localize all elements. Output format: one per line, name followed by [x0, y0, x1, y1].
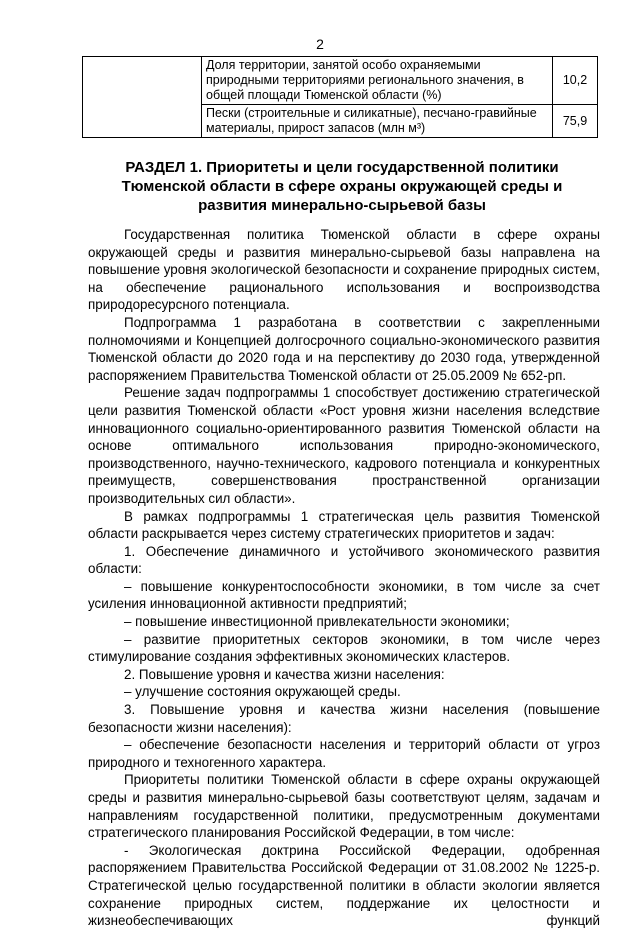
paragraph: – повышение инвестиционной привлекательности экономики;	[124, 614, 510, 630]
page-number: 2	[316, 36, 324, 52]
paragraph: – обеспечение безопасности населения и территорий области от угроз природного и техногенного характера.	[88, 737, 600, 770]
table-empty-cell	[83, 57, 202, 138]
indicators-table	[82, 56, 598, 138]
document-body	[88, 226, 600, 930]
paragraph: 2. Повышение уровня и качества жизни населения:	[124, 666, 445, 682]
paragraph: Государственная политика Тюменской области в сфере охраны окружающей среды и развития минерально-сырьевой базы направлена на повышение уровня экологической безопасности и сохранение природных систем, на обеспечение рационального использования и воспроизводства природоресурсного потенциала.	[88, 227, 600, 313]
paragraph: – улучшение состояния окружающей среды.	[124, 684, 401, 700]
paragraph: 1. Обеспечение динамичного и устойчивого экономического развития области:	[88, 543, 600, 577]
paragraph: В рамках подпрограммы 1 стратегическая цель развития Тюменской области раскрывается через систему стратегических приоритетов и задач:	[88, 508, 600, 542]
table-cell-value: 75,9	[553, 105, 598, 138]
paragraph: – повышение конкурентоспособности экономики, в том числе за счет усиления инновационной активности предприятий;	[88, 578, 600, 612]
paragraph: - Экологическая доктрина Российской Федерации, одобренная распоряжением Правительства Российской Федерации от 31.08.2002 № 1225-р. Стратегической целью государственной политики в области экологии является сохранение природных систем, поддержание их целостности и жизнеобеспечивающих функций	[88, 842, 600, 929]
paragraph: Решение задач подпрограммы 1 способствует достижению стратегической цели развития Тюменской области «Рост уровня жизни населения вследствие инновационного социально-ориентированного развития Тюменской области на основе оптимального использования природно-экономического, производственного, научно-технического, кадрового потенциала и конкурентных преимуществ, совершенствования пространственной организации производительных сил области».	[88, 385, 600, 506]
table-cell-indicator: Доля территории, занятой особо охраняемыми природными территориями регионального значения, в общей площади Тюменской области (%)	[202, 57, 553, 105]
paragraph: – развитие приоритетных секторов экономики, в том числе через стимулирование создания эффективных экономических кластеров.	[88, 631, 600, 665]
paragraph: 3. Повышение уровня и качества жизни населения (повышение безопасности жизни населения):	[88, 702, 600, 735]
table-cell-indicator: Пески (строительные и силикатные), песчано-гравийные материалы, прирост запасов (млн м³)	[202, 105, 553, 138]
paragraph: Подпрограмма 1 разработана в соответствии с закрепленными полномочиями и Концепцией долгосрочного социально-экономического развития Тюменской области до 2020 года и на перспективу до 2030 года, утвержденной распоряжением Правительства Тюменской области от 25.05.2009 № 652-рп.	[88, 314, 600, 383]
table-row	[83, 57, 598, 105]
paragraph: Приоритеты политики Тюменской области в сфере охраны окружающей среды и развития минерально-сырьевой базы соответствуют целям, задачам и направлениям государственной политики, предусмотренным документами стратегического планирования Российской Федерации, в том числе:	[88, 772, 600, 841]
section-title: РАЗДЕЛ 1. Приоритеты и цели государственной политики Тюменской области в сфере охраны окружающей среды и развития минерально-сырьевой базы	[121, 159, 563, 214]
table-cell-value: 10,2	[553, 57, 598, 105]
